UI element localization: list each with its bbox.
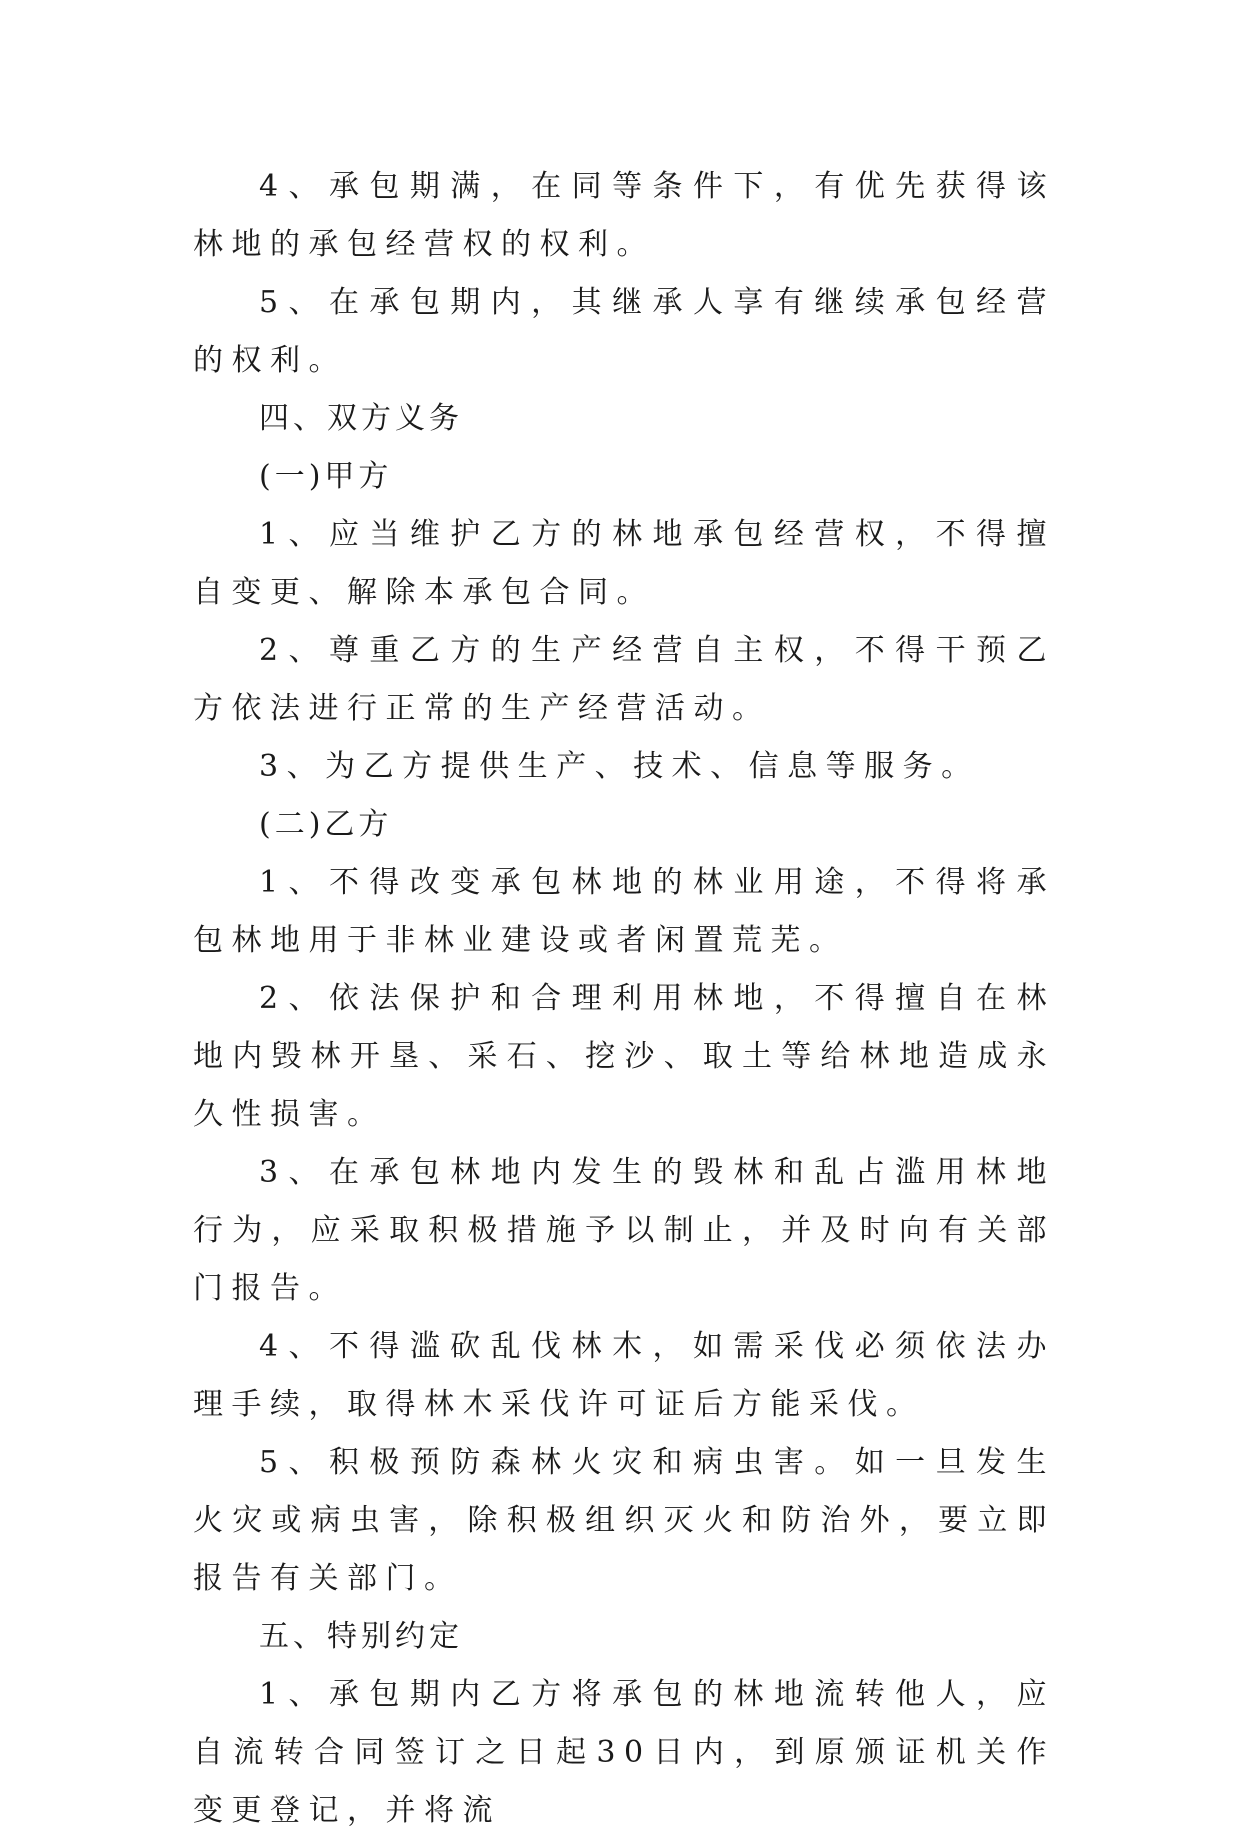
- paragraph-party-b-item-1: 1、不得改变承包林地的林业用途，不得将承包林地用于非林业建设或者闲置荒芜。: [193, 865, 1055, 958]
- section-heading-special-provisions: 五、特别约定: [259, 1619, 463, 1654]
- paragraph-party-a-item-3: 3、为乙方提供生产、技术、信息等服务。: [259, 749, 980, 784]
- subsection-heading-party-b: (二)乙方: [259, 807, 393, 842]
- paragraph-party-a-item-1: 1、应当维护乙方的林地承包经营权，不得擅自变更、解除本承包合同。: [193, 517, 1055, 610]
- paragraph-party-b-item-3: 3、在承包林地内发生的毁林和乱占滥用林地行为，应采取积极措施予以制止，并及时向有关部门报告。: [193, 1155, 1055, 1306]
- section-heading-mutual-obligations: 四、双方义务: [259, 401, 463, 436]
- paragraph-item-4-priority-renewal: 4、承包期满，在同等条件下，有优先获得该林地的承包经营权的权利。: [193, 169, 1055, 262]
- paragraph-item-5-heir-rights: 5、在承包期内，其继承人享有继续承包经营的权利。: [193, 285, 1055, 378]
- paragraph-party-b-item-4: 4、不得滥砍乱伐林木，如需采伐必须依法办理手续，取得林木采伐许可证后方能采伐。: [193, 1329, 1055, 1422]
- subsection-heading-party-a: (一)甲方: [259, 459, 393, 494]
- paragraph-party-b-item-2: 2、依法保护和合理利用林地，不得擅自在林地内毁林开垦、采石、挖沙、取土等给林地造成永久性损害。: [193, 981, 1055, 1132]
- document-page: [193, 158, 1055, 1840]
- paragraph-party-a-item-2: 2、尊重乙方的生产经营自主权，不得干预乙方依法进行正常的生产经营活动。: [193, 633, 1055, 726]
- paragraph-party-b-item-5: 5、积极预防森林火灾和病虫害。如一旦发生火灾或病虫害，除积极组织灭火和防治外，要立即报告有关部门。: [193, 1445, 1055, 1596]
- paragraph-special-item-1: 1、承包期内乙方将承包的林地流转他人，应自流转合同签订之日起30日内，到原颁证机关作变更登记，并将流: [193, 1677, 1055, 1828]
